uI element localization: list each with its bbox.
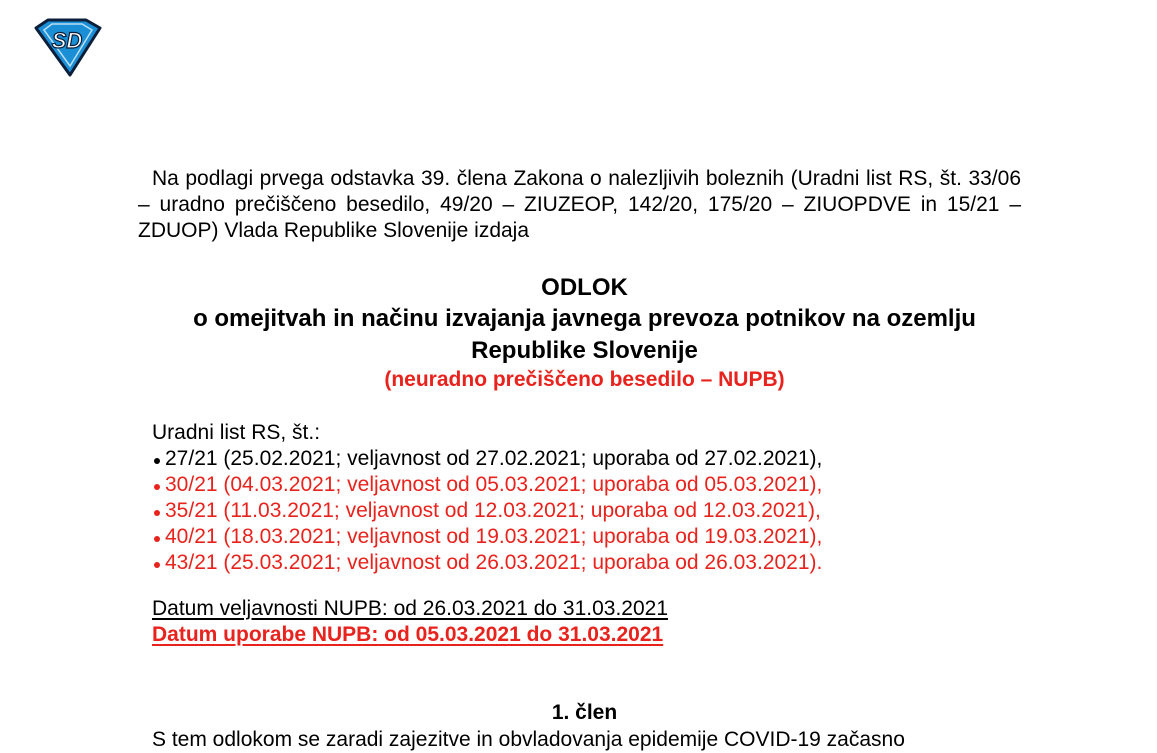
gazette-item <box>152 550 912 576</box>
document-subtitle: o omejitvah in načinu izvajanja javnega prevoza potnikov na ozemlju Republike Slovenije <box>193 305 976 364</box>
bullet-icon <box>154 536 160 542</box>
gazette-item-text: 30/21 (04.03.2021; veljavnost od 05.03.2021; uporaba od 05.03.2021), <box>165 473 823 496</box>
gazette-item-text: 27/21 (25.02.2021; veljavnost od 27.02.2021; uporaba od 27.02.2021), <box>165 447 823 470</box>
bullet-icon <box>154 562 160 568</box>
gazette-item <box>152 498 912 524</box>
gazette-item-text: 40/21 (18.03.2021; veljavnost od 19.03.2021; uporaba od 19.03.2021), <box>165 525 823 548</box>
diamond-logo-icon <box>30 18 104 78</box>
gazette-list <box>152 446 912 576</box>
title-block <box>138 272 1031 393</box>
gazette-item <box>152 472 912 498</box>
gazette-item-text: 35/21 (11.03.2021; veljavnost od 12.03.2021; uporaba od 12.03.2021), <box>165 499 821 522</box>
nupb-dates <box>152 596 668 648</box>
logo-text: SD <box>51 28 83 53</box>
bullet-icon <box>154 510 160 516</box>
document-title: ODLOK <box>541 274 628 301</box>
gazette-references <box>152 420 912 576</box>
validity-date: Datum veljavnosti NUPB: od 26.03.2021 do 31.03.2021 <box>152 597 669 620</box>
article-heading: 1. člen <box>551 701 618 724</box>
article-text: S tem odlokom se zaradi zajezitve in obvladovanja epidemije COVID-19 začasno <box>152 728 905 751</box>
bullet-icon <box>154 458 160 464</box>
gazette-item <box>152 524 912 550</box>
gazette-item <box>152 446 912 472</box>
gazette-item-text: 43/21 (25.03.2021; veljavnost od 26.03.2021; uporaba od 26.03.2021). <box>165 551 823 574</box>
logo <box>30 18 104 78</box>
bullet-icon <box>154 484 160 490</box>
gazette-label: Uradni list RS, št.: <box>152 421 321 444</box>
intro-paragraph: Na podlagi prvega odstavka 39. člena Zakona o nalezljivih boleznih (Uradni list RS, št. 33/06 – uradno prečiščeno besedilo, 49/20 – ZIUZEOP, 142/20, 175/20 – ZIUOPDVE in 15/21 – ZDUOP) Vlada Republike Slovenije izdaja <box>138 167 1021 242</box>
application-date: Datum uporabe NUPB: od 05.03.2021 do 31.03.2021 <box>152 623 664 646</box>
document-note: (neuradno prečiščeno besedilo – NUPB) <box>384 368 785 391</box>
